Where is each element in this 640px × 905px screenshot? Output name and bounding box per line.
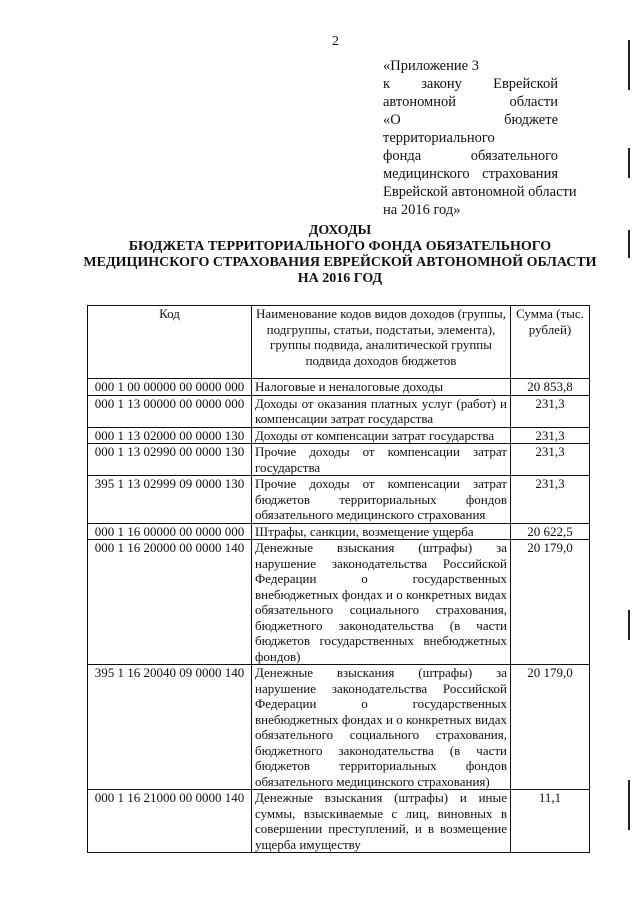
row-code: 000 1 13 02000 00 0000 130 xyxy=(88,427,252,444)
table-row xyxy=(88,379,590,396)
annex-line: «Приложение 3 xyxy=(383,58,479,74)
scan-mark xyxy=(628,40,630,90)
row-sum: 20 179,0 xyxy=(511,665,590,790)
title-line: НА 2016 ГОД xyxy=(297,271,383,286)
row-code: 000 1 00 00000 00 0000 000 xyxy=(88,379,252,396)
row-name: Прочие доходы от компенсации затрат бюджетов территориальных фондов обязательного медицинского страхования xyxy=(252,476,511,524)
row-sum: 231,3 xyxy=(511,444,590,476)
scan-mark xyxy=(628,610,630,640)
row-sum: 231,3 xyxy=(511,476,590,524)
row-code: 395 1 13 02999 09 0000 130 xyxy=(88,476,252,524)
row-code: 000 1 13 00000 00 0000 000 xyxy=(88,395,252,427)
title-line: МЕДИЦИНСКОГО СТРАХОВАНИЯ ЕВРЕЙСКОЙ АВТОНОМНОЙ ОБЛАСТИ xyxy=(83,255,597,270)
row-sum: 20 622,5 xyxy=(511,523,590,540)
table-row xyxy=(88,540,590,665)
row-code: 395 1 16 20040 09 0000 140 xyxy=(88,665,252,790)
row-code: 000 1 16 00000 00 0000 000 xyxy=(88,523,252,540)
row-name: Штрафы, санкции, возмещение ущерба xyxy=(252,523,511,540)
annex-line: медицинского страхования xyxy=(383,166,558,182)
row-name: Доходы от оказания платных услуг (работ) и компенсации затрат государства xyxy=(252,395,511,427)
row-code: 000 1 16 20000 00 0000 140 xyxy=(88,540,252,665)
scan-mark xyxy=(628,148,630,178)
row-sum: 11,1 xyxy=(511,790,590,853)
row-sum: 20 853,8 xyxy=(511,379,590,396)
row-name: Денежные взыскания (штрафы) за нарушение законодательства Российской Федерации о государственных внебюджетных фондах и о конкретных видах обязательного социального страхования, бюджетного законодательства (в части бюджетов территориальных фондов обязательного медицинского страхования) xyxy=(252,665,511,790)
header-sum: Сумма (тыс. рублей) xyxy=(511,306,590,379)
document-title xyxy=(80,223,600,287)
scan-mark xyxy=(628,780,630,830)
row-name: Денежные взыскания (штрафы) за нарушение законодательства Российской Федерации о государственных внебюджетных фондах и о конкретных видах обязательного социального страхования, бюджетного законодательства (в части бюджетов государственных внебюджетных фондов) xyxy=(252,540,511,665)
annex-reference xyxy=(383,57,577,219)
page-number: 2 xyxy=(332,34,339,49)
table-row xyxy=(88,427,590,444)
title-line: БЮДЖЕТА ТЕРРИТОРИАЛЬНОГО ФОНДА ОБЯЗАТЕЛЬНОГО xyxy=(128,239,552,254)
annex-line: фонда обязательного xyxy=(383,148,558,164)
row-name: Налоговые и неналоговые доходы xyxy=(252,379,511,396)
row-sum: 231,3 xyxy=(511,395,590,427)
header-code: Код xyxy=(88,306,252,379)
table-row xyxy=(88,476,590,524)
header-name: Наименование кодов видов доходов (группы, подгруппы, статьи, подстатьи, элемента), группы подвида, аналитической группы подвида доходов бюджетов xyxy=(252,306,511,379)
row-code: 000 1 13 02990 00 0000 130 xyxy=(88,444,252,476)
table-row xyxy=(88,444,590,476)
annex-line: на 2016 год» xyxy=(383,202,461,218)
title-line: ДОХОДЫ xyxy=(308,223,372,238)
table-row xyxy=(88,523,590,540)
table-row xyxy=(88,395,590,427)
annex-line: «О бюджете территориального xyxy=(383,112,558,146)
table-row xyxy=(88,790,590,853)
annex-line: к закону Еврейской xyxy=(383,76,558,92)
row-sum: 231,3 xyxy=(511,427,590,444)
table-row xyxy=(88,665,590,790)
table-header-row xyxy=(88,306,590,379)
annex-line: автономной области xyxy=(383,94,558,110)
row-name: Денежные взыскания (штрафы) и иные суммы, взыскиваемые с лиц, виновных в совершении преступлений, и в возмещение ущерба имуществу xyxy=(252,790,511,853)
scan-mark xyxy=(628,230,630,258)
row-code: 000 1 16 21000 00 0000 140 xyxy=(88,790,252,853)
row-name: Доходы от компенсации затрат государства xyxy=(252,427,511,444)
row-sum: 20 179,0 xyxy=(511,540,590,665)
revenue-table xyxy=(87,305,590,853)
row-name: Прочие доходы от компенсации затрат государства xyxy=(252,444,511,476)
annex-line: Еврейской автономной области xyxy=(383,184,577,200)
